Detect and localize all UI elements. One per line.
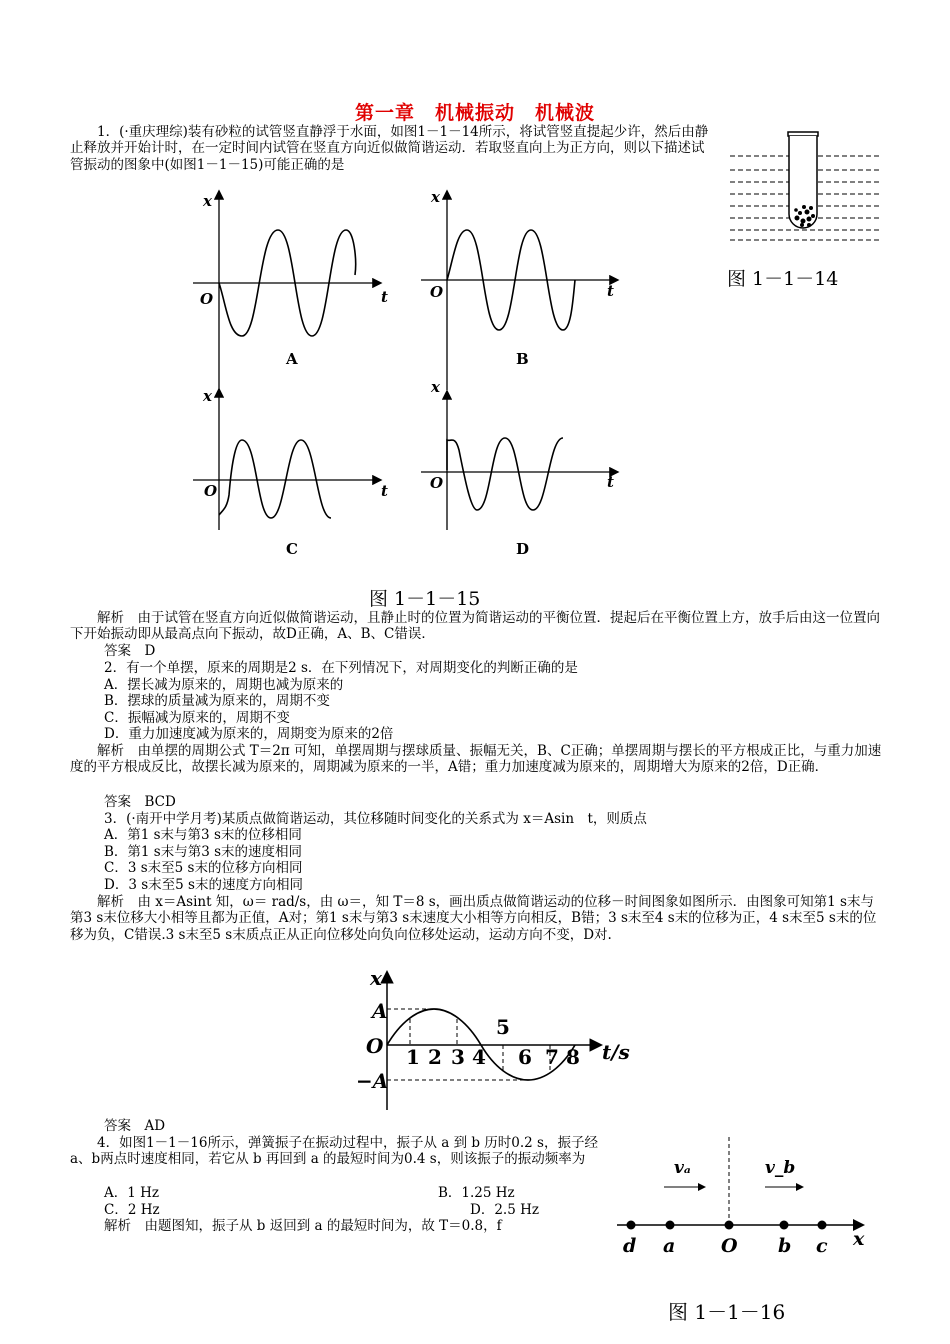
q3-tick-4: 4 — [472, 1045, 486, 1069]
graph-b-y-label: x — [431, 188, 440, 206]
q4-option-b: B．1.25 Hz — [438, 1185, 515, 1201]
fig15-caption: 图 1－1－15 — [369, 588, 481, 610]
q3-graph-origin: O — [366, 1034, 384, 1058]
graph-c-t-label: t — [381, 482, 388, 500]
q2-option-b: B．摆球的质量减为原来的，周期不变 — [104, 693, 330, 709]
q2-option-d: D．重力加速度减为原来的，周期变为原来的2倍 — [104, 726, 394, 742]
graph-c-origin: O — [204, 482, 218, 500]
graph-a-t-label: t — [381, 288, 388, 306]
fig16-va-label: vₐ — [674, 1158, 691, 1178]
q4-stem: 4．如图1－1－16所示，弹簧振子在振动过程中，振子从 a 到 b 历时0.2 s，振子经 a、b两点时速度相同，若它从 b 再回到 a 的最短时间为0.4 s，则该振子的振动频率为 — [70, 1135, 598, 1168]
q3-option-d: D．3 s末至5 s末的速度方向相同 — [104, 877, 303, 893]
fig16-spring-oscillator — [612, 1135, 872, 1235]
q1-text: 1．(·重庆理综)装有砂粒的试管竖直静浮于水面，如图1－1－14所示，将试管竖直提起少许，然后由静止释放并开始计时，在一定时间内试管在竖直方向近似做简谐运动．若取竖直向上为正方向，则以下描述试管振动的图象中(如图1－1－15)可能正确的是 — [70, 124, 709, 173]
q2-option-c: C．振幅减为原来的，周期不变 — [104, 710, 290, 726]
graph-d — [421, 392, 617, 530]
q1-answer: 答案 D — [104, 643, 156, 659]
q4-option-c: C．2 Hz — [104, 1202, 160, 1218]
graph-a-origin: O — [200, 290, 214, 308]
q2-analysis: 解析 由单摆的周期公式 T＝2π 可知，单摆周期与摆球质量、振幅无关，B、C正确；单摆周期与摆长的平方根成正比，与重力加速度的平方根成反比，故摆长减为原来的，周期减为原来的一半，A错；重力加速度减为原来的，周期增大为原来的2倍，D正确． — [70, 743, 882, 776]
q3-tick-1: 1 — [406, 1045, 420, 1069]
q4-option-d: D．2.5 Hz — [470, 1202, 539, 1218]
q2-answer: 答案 BCD — [104, 794, 176, 810]
fig15-graphs — [185, 180, 635, 580]
q3-tick-5: 5 — [496, 1015, 510, 1039]
fig14-caption: 图 1－1－14 — [727, 268, 839, 290]
q3-option-b: B．第1 s末与第3 s末的速度相同 — [104, 844, 303, 860]
fig16-vb-label: v_b — [765, 1158, 796, 1178]
graph-d-origin: O — [430, 474, 444, 492]
graph-c — [193, 390, 380, 530]
graph-d-y-label: x — [431, 378, 440, 396]
fig16-point-b: b — [778, 1235, 792, 1257]
q4-analysis: 解析 由题图知，振子从 b 返回到 a 的最短时间为，故 T＝0.8，f — [104, 1218, 502, 1234]
q3-graph-amp-pos: A — [372, 999, 388, 1023]
graph-a-label: A — [286, 350, 298, 368]
q3-option-a: A．第1 s末与第3 s末的位移相同 — [104, 827, 302, 843]
graph-b-origin: O — [430, 283, 444, 301]
graph-c-y-label: x — [203, 387, 212, 405]
fig16-axis-x: x — [853, 1228, 865, 1250]
q1-analysis: 解析 由于试管在竖直方向近似做简谐运动，且静止时的位置为简谐运动的平衡位置．提起后在平衡位置上方，放手后由这一位置向下开始振动即从最高点向下振动，故D正确，A、B、C错误． — [70, 610, 880, 643]
graph-a-y-label: x — [203, 192, 212, 210]
q3-graph-amp-neg: −A — [356, 1069, 389, 1093]
fig16-point-o: O — [721, 1235, 738, 1257]
graph-d-t-label: t — [607, 473, 614, 491]
q3-tick-2: 2 — [428, 1045, 442, 1069]
q3-tick-3: 3 — [451, 1045, 465, 1069]
q3-graph-y-label: x — [370, 966, 382, 990]
q3-answer: 答案 AD — [104, 1118, 166, 1134]
fig16-point-d: d — [623, 1235, 637, 1257]
q2-stem: 2．有一个单摆，原来的周期是2 s．在下列情况下，对周期变化的判断正确的是 — [104, 660, 578, 676]
fig16-caption: 图 1－1－16 — [668, 1300, 786, 1324]
q3-tick-7: 7 — [545, 1045, 559, 1069]
q3-tick-6: 6 — [518, 1045, 532, 1069]
q3-option-c: C．3 s末至5 s末的位移方向相同 — [104, 860, 303, 876]
graph-d-label: D — [516, 540, 530, 558]
graph-b-label: B — [516, 350, 529, 368]
q3-tick-8: 8 — [566, 1045, 580, 1069]
q2-option-a: A．摆长减为原来的，周期也减为原来的 — [104, 677, 344, 693]
fig16-point-c: c — [816, 1235, 828, 1257]
test-tube-figure — [725, 126, 885, 246]
q4-option-a: A．1 Hz — [104, 1185, 160, 1201]
q3-stem: 3．(·南开中学月考)某质点做简谐运动，其位移随时间变化的关系式为 x＝Asin t，则质点 — [104, 811, 647, 827]
q3-analysis: 解析 由 x＝Asint 知，ω＝ rad/s，由 ω＝，知 T＝8 s，画出质点做简谐运动的位移－时间图象如图所示．由图象可知第1 s末与第3 s末位移大小相等且都为正值，A对；第1 s末与第3 s末速度大小相等方向相反，B错；3 s末至4 s末的位移为正，4 s末至5 s末的位移为负，C错误.3 s末至5 s末质点正从正向位移处向负向位移处运动，运动方向不变，D对. — [70, 894, 877, 943]
page-title: 第一章 机械振动 机械波 — [354, 102, 595, 124]
fig16-point-a: a — [663, 1235, 676, 1257]
graph-c-label: C — [286, 540, 298, 558]
q3-graph-t-label: t/s — [602, 1040, 630, 1064]
graph-b-t-label: t — [607, 282, 614, 300]
